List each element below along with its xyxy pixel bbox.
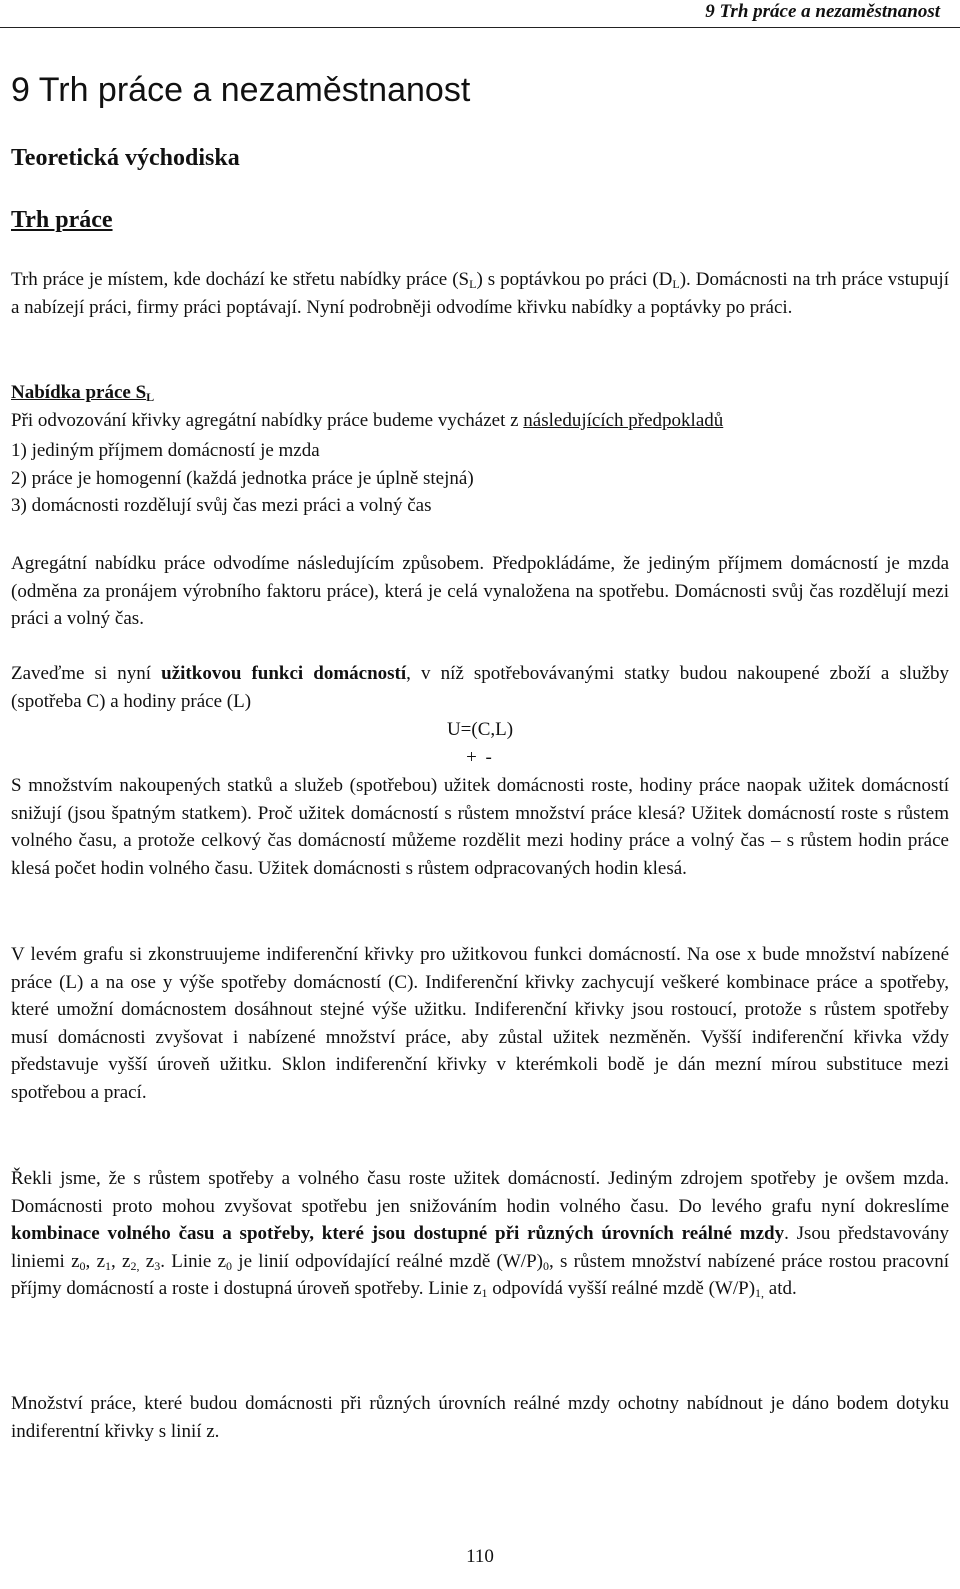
subscript: 3 <box>154 1258 161 1273</box>
page-number: 110 <box>466 1546 494 1567</box>
subscript: 1 <box>481 1286 488 1301</box>
intro-paragraph <box>11 266 949 321</box>
subscript: 1, <box>755 1286 765 1301</box>
wage-text: Řekli jsme, že s růstem spotřeby a volného času roste užitek domácností. Jediným zdrojem spotřeby je ovšem mzda. Domácnosti proto mohou zvyšovat spotřebu jen snižováním hodin volného času. Do levého grafu nyní dokreslíme <box>11 1168 949 1217</box>
assumptions-underlined: následujících předpokladů <box>523 410 724 431</box>
wage-text: je linií odpovídající reálné mzdě (W/P) <box>232 1250 543 1272</box>
subscript: 1 <box>105 1258 112 1273</box>
utility-formula-signs: + - <box>466 747 494 768</box>
quantity-paragraph: Množství práce, které budou domácnosti při různých úrovních reálné mzdy ochotny nabídnout je dáno bodem dotyku indiferentní křivky s linií z. <box>11 1393 949 1442</box>
utility-text-after: , v níž spotřebovávanými statky budou nakoupené zboží a služby (spotřeba C) a hodiny práce (L) <box>11 663 950 712</box>
utility-text-before: Zaveďme si nyní <box>11 663 162 684</box>
assumptions-list <box>11 437 474 520</box>
chapter-title: 9 Trh práce a nezaměstnanost <box>11 71 471 109</box>
utility-bold: užitkovou funkci domácností <box>161 663 407 684</box>
intro-subscript-1: L <box>469 277 477 291</box>
wage-text: odpovídá vyšší reálné mzdě (W/P) <box>487 1278 756 1300</box>
list-item: 2) práce je homogenní (každá jednotka práce je úplně stejná) <box>11 467 474 489</box>
subscript: 0 <box>542 1258 549 1273</box>
wage-text: . Jsou představovány liniemi z <box>11 1223 949 1272</box>
wage-text: z <box>139 1250 155 1272</box>
supply-heading <box>11 379 154 406</box>
subsection-title: Trh práce <box>11 207 113 233</box>
running-header: 9 Trh práce a nezaměstnanost <box>0 0 960 28</box>
subscript: 2, <box>130 1258 140 1273</box>
intro-text-2: ) s poptávkou po práci (D <box>476 269 673 290</box>
utility-explanation-paragraph: S množstvím nakoupených statků a služeb (spotřebou) užitek domácnosti roste, hodiny práce naopak užitek domácností snižují (jsou špatným statkem). Proč užitek domácností s růstem množství práce klesá? Užitek domácností roste s růstem volného času, a protože celkový čas domácností můžeme rozdělit mezi hodiny práce a volný čas – s růstem hodin práce klesá počet hodin volného času. Užitek domácnosti s růstem odpracovaných hodin klesá. <box>11 775 949 879</box>
intro-text-1: Trh práce je místem, kde dochází ke střetu nabídky práce (S <box>11 269 470 290</box>
wage-text: . Linie z <box>160 1250 227 1272</box>
supply-heading-subscript: L <box>146 390 155 404</box>
list-item: 1) jediným příjmem domácností je mzda <box>11 440 320 461</box>
aggregate-paragraph: Agregátní nabídku práce odvodíme následujícím způsobem. Předpokládáme, že jediným příjmem domácností je mzda (odměna za pronájem výrobního faktoru práce), která je celá vynaložena na spotřebu. Domácnosti svůj čas rozdělují mezi práci a volný čas. <box>11 553 949 630</box>
utility-paragraph <box>11 660 949 715</box>
subscript: 0 <box>79 1258 86 1273</box>
intro-subscript-2: L <box>672 277 680 291</box>
wage-paragraph <box>11 1165 949 1303</box>
subscript: 0 <box>226 1258 233 1273</box>
wage-text: , s růstem množství nabízené práce rostou pracovní příjmy domácností a roste i dostupná úroveň spotřeby. Linie z <box>11 1250 950 1300</box>
wage-text: , z <box>85 1250 106 1272</box>
wage-text: atd. <box>764 1278 797 1300</box>
indifference-paragraph: V levém grafu si zkonstruujeme indiferenční křivky pro užitkovou funkci domácností. Na ose x bude množství nabízené práce (L) a na ose y výše spotřeby domácností (C). Indiferenční křivky zachycují veškeré kombinace práce a spotřeby, které umožní domácnostem dosáhnout stejné výše užitku. Indiferenční křivky jsou rostoucí, protože s růstem spotřeby musí domácnosti zvyšovat i nabízené množství práce, aby zůstal užitek nezměněn. Vyšší indiferenční křivka vždy představuje vyšší úroveň užitku. Sklon indiferenční křivky v kterémkoli bodě je dán mezní mírou substituce mezi spotřebou a prací. <box>11 944 949 1103</box>
assumptions-lead-text: Při odvozování křivky agregátní nabídky práce budeme vycházet z <box>11 410 524 431</box>
list-item: 3) domácnosti rozdělují svůj čas mezi práci a volný čas <box>11 495 432 517</box>
supply-heading-text: Nabídka práce S <box>11 382 147 403</box>
wage-bold: kombinace volného času a spotřeby, které jsou dostupné při různých úrovních reálné mzdy <box>11 1223 785 1245</box>
section-title: Teoretická východiska <box>11 145 240 171</box>
assumptions-lead <box>11 407 951 435</box>
intro-text-3: ). Domácnosti na trh práce vstupují a nabízejí práci, firmy práci poptávají. Nyní podrobněji odvodíme křivku nabídky a poptávky po práci. <box>11 269 949 318</box>
wage-text: , z <box>111 1250 131 1272</box>
utility-formula: U=(C,L) <box>446 719 514 740</box>
